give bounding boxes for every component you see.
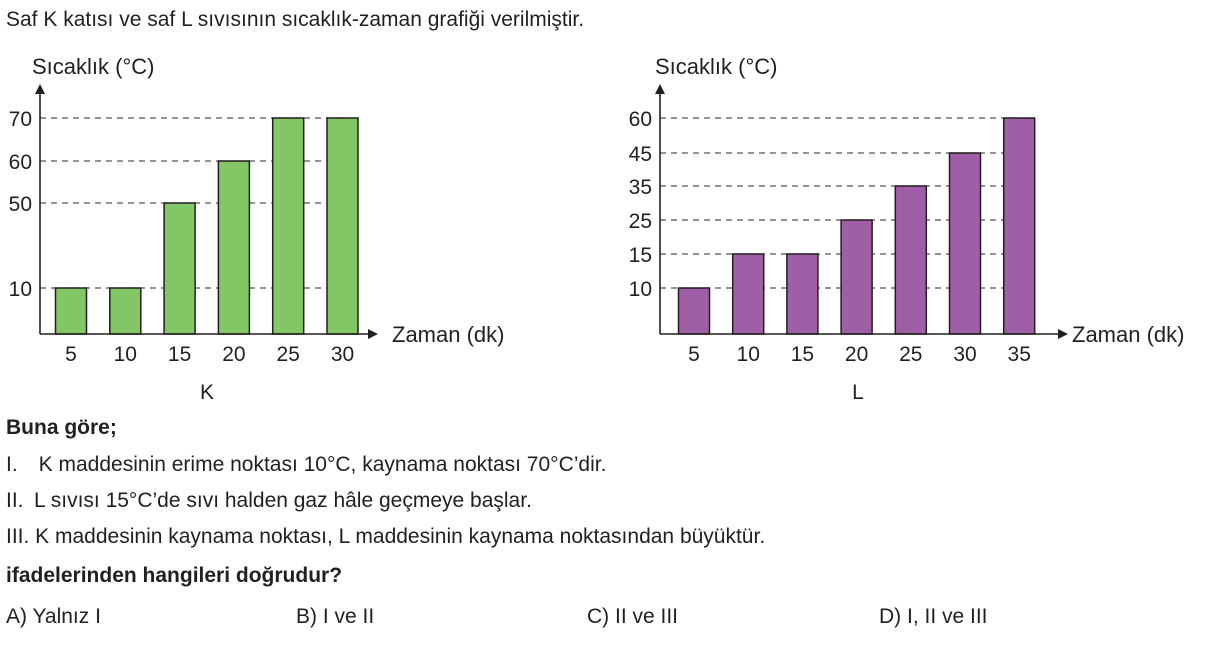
option-d[interactable]: D) I, II ve III [879,605,988,628]
y-tick-label: 15 [628,244,652,267]
y-tick-label: 45 [628,143,652,166]
option-c[interactable]: C) II ve III [587,605,679,628]
option-b[interactable]: B) I ve II [296,605,375,628]
x-tick-label: 35 [1007,343,1031,366]
x-tick-label: 15 [790,343,815,366]
y-tick-label: 10 [8,278,32,301]
y-tick-label: 70 [8,108,32,131]
bar [1004,118,1035,334]
bar [950,153,981,334]
bar [679,288,710,334]
x-tick-label: 10 [736,343,760,366]
x-tick-label: 5 [65,343,77,366]
y-tick-label: 35 [628,176,652,199]
y-tick-label: 25 [628,210,652,233]
y-tick-label: 10 [628,278,652,301]
x-tick-label: 25 [276,343,300,366]
y-tick-label: 60 [628,108,652,131]
bar [733,254,764,334]
question-intro: Buna göre; [6,416,117,439]
x-tick-label: 20 [222,343,246,366]
statement-1: I. K maddesinin erime noktası 10°C, kaynama noktası 70°C’dir. [6,453,607,476]
bar [787,254,818,334]
y-axis-title: Sıcaklık (°C) [655,54,778,79]
statement-2: II. L sıvısı 15°C’de sıvı halden gaz hâle geçmeye başlar. [6,489,532,512]
statement-3: III. K maddesinin kaynama noktası, L maddesinin kaynama noktasından büyüktür. [6,525,766,548]
chart-label: L [852,381,864,404]
x-tick-label: 30 [953,343,977,366]
chart-label: K [199,381,215,404]
option-a[interactable]: A) Yalnız I [6,605,101,628]
x-tick-label: 10 [113,343,137,366]
y-tick-label: 60 [8,151,32,174]
intro-text: Saf K katısı ve saf L sıvısının sıcaklık-zaman grafiği verilmiştir. [6,8,585,31]
y-axis-title: Sıcaklık (°C) [32,54,155,79]
x-tick-label: 30 [330,343,355,366]
x-tick-label: 25 [899,343,923,366]
x-axis-arrow-icon [1058,329,1068,339]
x-axis-title: Zaman (dk) [1072,322,1185,347]
bar [895,186,926,334]
question-text: ifadelerinden hangileri doğrudur? [6,564,343,587]
y-tick-label: 50 [8,193,32,216]
x-tick-label: 15 [167,343,192,366]
x-tick-label: 20 [844,343,869,366]
x-tick-label: 5 [688,343,700,366]
x-axis-title: Zaman (dk) [392,322,505,347]
y-axis-arrow-icon [655,84,665,94]
bar [841,220,872,334]
